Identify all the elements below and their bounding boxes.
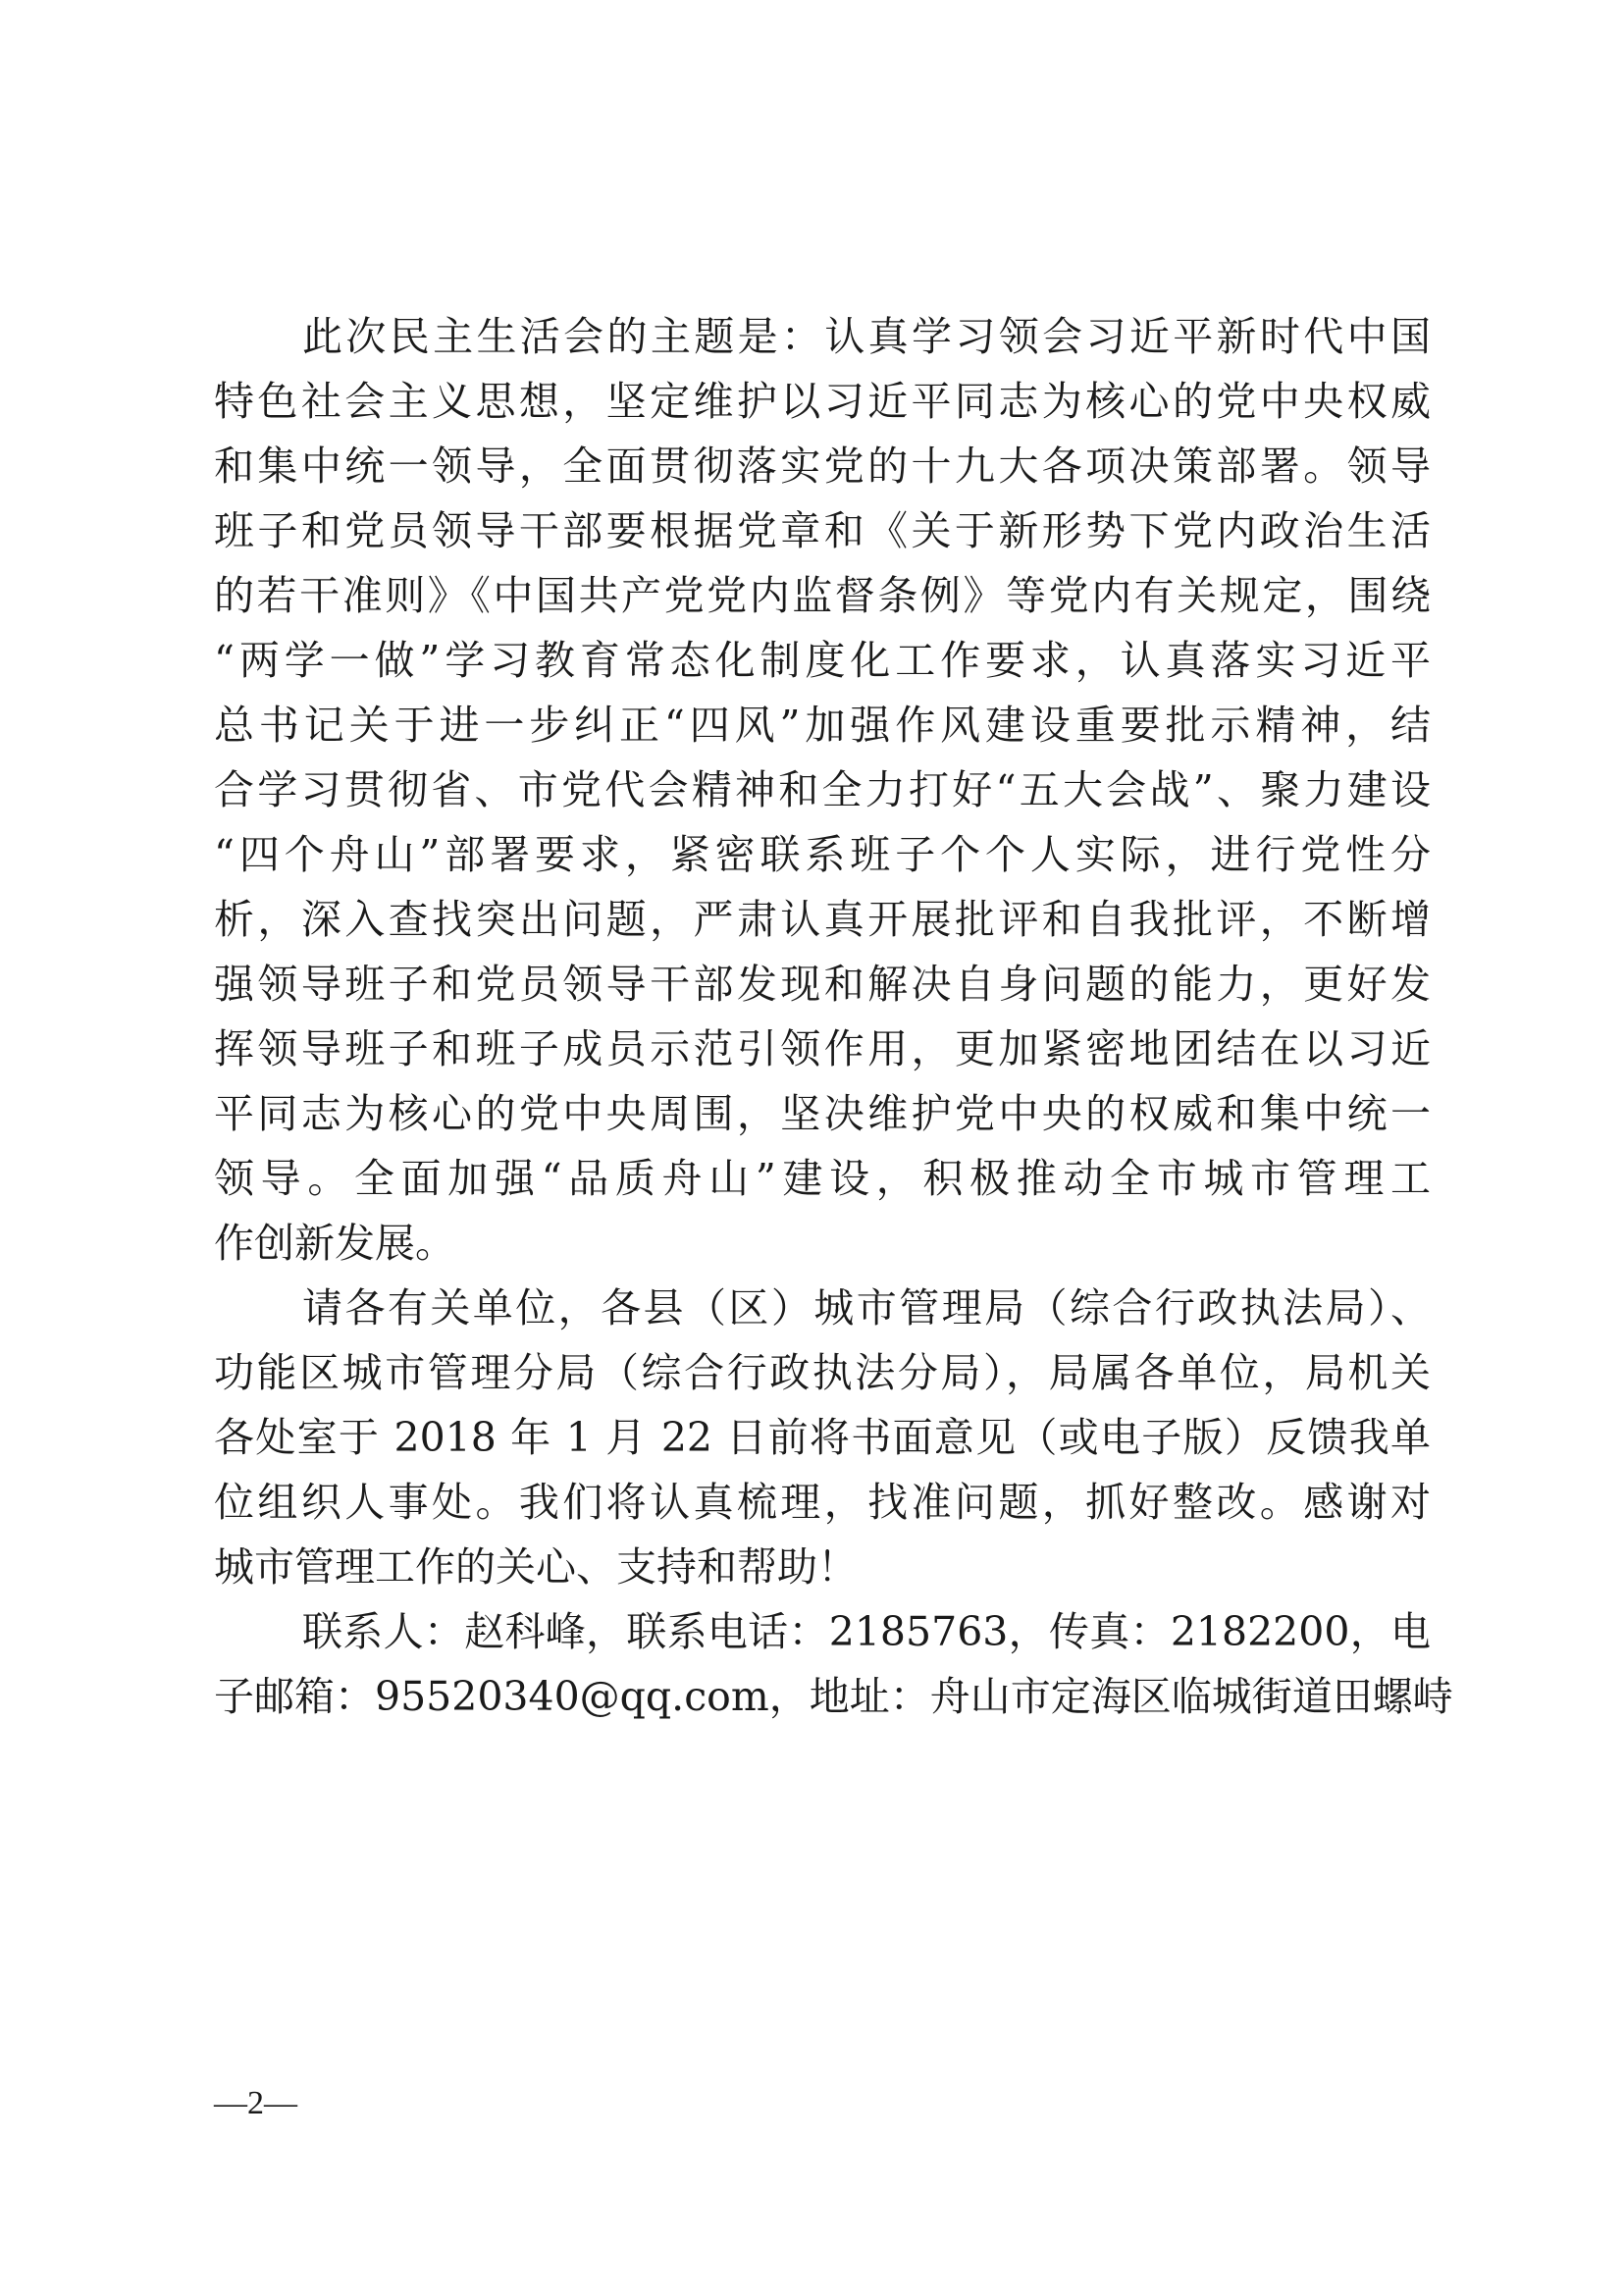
page-number: —2—	[214, 2085, 297, 2121]
text-line: 请各有关单位，各县（区）城市管理局（综合行政执法局）、	[302, 1284, 1431, 1331]
text-line: 子邮箱：95520340@qq.com，地址：舟山市定海区临城街道田螺峙	[214, 1673, 1453, 1720]
text-line: 作创新发展。	[214, 1220, 455, 1267]
text-line: 城市管理工作的关心、支持和帮助！	[214, 1543, 858, 1591]
text-line: 强领导班子和党员领导干部发现和解决自身问题的能力，更好发	[214, 961, 1431, 1008]
text-line: 此次民主生活会的主题是：认真学习领会习近平新时代中国	[302, 313, 1431, 360]
text-line: 合学习贯彻省、市党代会精神和全力打好“五大会战”、聚力建设	[214, 766, 1431, 813]
text-line: 各处室于 2018 年 1 月 22 日前将书面意见（或电子版）反馈我单	[214, 1414, 1431, 1461]
text-line: 平同志为核心的党中央周围，坚决维护党中央的权威和集中统一	[214, 1090, 1431, 1137]
text-line: 挥领导班子和班子成员示范引领作用，更加紧密地团结在以习近	[214, 1025, 1431, 1072]
body-text	[214, 304, 1453, 1729]
text-line: 总书记关于进一步纠正“四风”加强作风建设重要批示精神，结	[214, 702, 1431, 749]
text-line: 领导。全面加强“品质舟山”建设，积极推动全市城市管理工	[214, 1155, 1431, 1202]
text-line: 联系人：赵科峰，联系电话：2185763，传真：2182200，电	[302, 1608, 1431, 1655]
paragraph-request	[214, 1276, 1431, 1599]
text-line: “四个舟山”部署要求，紧密联系班子个个人实际，进行党性分	[214, 831, 1431, 878]
text-line: 班子和党员领导干部要根据党章和《关于新形势下党内政治生活	[214, 507, 1431, 554]
paragraph-contact	[214, 1599, 1453, 1729]
text-line: 的若干准则》《中国共产党党内监督条例》等党内有关规定，围绕	[214, 572, 1431, 619]
text-line: “两学一做”学习教育常态化制度化工作要求，认真落实习近平	[214, 637, 1431, 684]
text-line: 功能区城市管理分局（综合行政执法分局），局属各单位，局机关	[214, 1349, 1431, 1396]
paragraph-theme	[214, 304, 1431, 1276]
text-line: 位组织人事处。我们将认真梳理，找准问题，抓好整改。感谢对	[214, 1479, 1431, 1526]
text-line: 特色社会主义思想，坚定维护以习近平同志为核心的党中央权威	[214, 378, 1431, 425]
text-line: 析，深入查找突出问题，严肃认真开展批评和自我批评，不断增	[214, 896, 1431, 943]
text-line: 和集中统一领导，全面贯彻落实党的十九大各项决策部署。领导	[214, 443, 1431, 490]
